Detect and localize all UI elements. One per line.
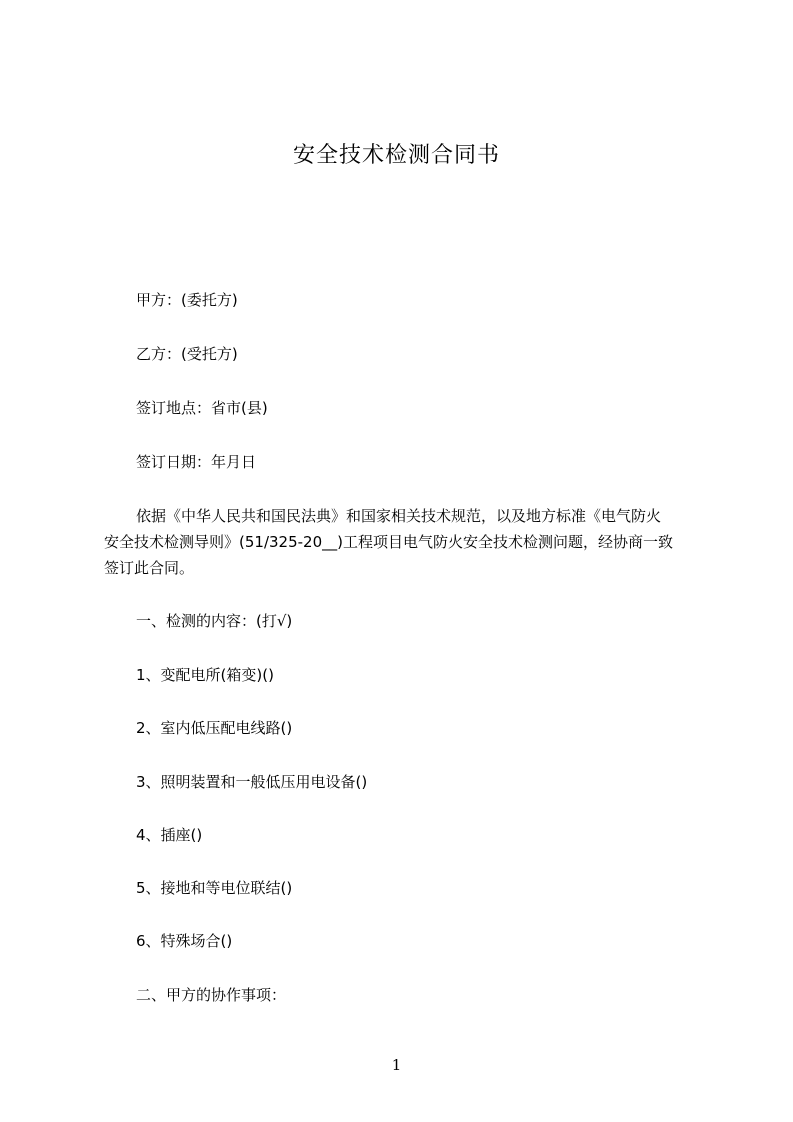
list-item: 5、接地和等电位联结() (136, 879, 293, 897)
party-a-line: 甲方：(委托方) (136, 291, 238, 309)
party-b-line: 乙方：(受托方) (136, 345, 238, 363)
section-1-heading: 一、检测的内容：(打√) (136, 612, 293, 630)
sign-place-line: 签订地点：省市(县) (136, 399, 268, 417)
intro-line-2: 安全技术检测导则》(51/325-20__)工程项目电气防火安全技术检测问题，经协商一致 (104, 533, 673, 551)
list-item: 3、照明装置和一般低压用电设备() (136, 773, 368, 791)
list-item: 6、特殊场合() (136, 932, 233, 950)
list-item: 4、插座() (136, 826, 203, 844)
list-item: 1、变配电所(箱变)() (136, 666, 274, 684)
list-item: 2、室内低压配电线路() (136, 719, 293, 737)
section-2-heading: 二、甲方的协作事项： (136, 986, 287, 1004)
intro-line-1: 依据《中华人民共和国民法典》和国家相关技术规范，以及地方标准《电气防火 (136, 507, 662, 525)
document-title: 安全技术检测合同书 (292, 143, 500, 168)
page-number: 1 (391, 1056, 402, 1074)
intro-paragraph (104, 503, 698, 581)
intro-line-3: 签订此合同。 (104, 559, 195, 577)
sign-date-line: 签订日期：年月日 (136, 453, 257, 471)
